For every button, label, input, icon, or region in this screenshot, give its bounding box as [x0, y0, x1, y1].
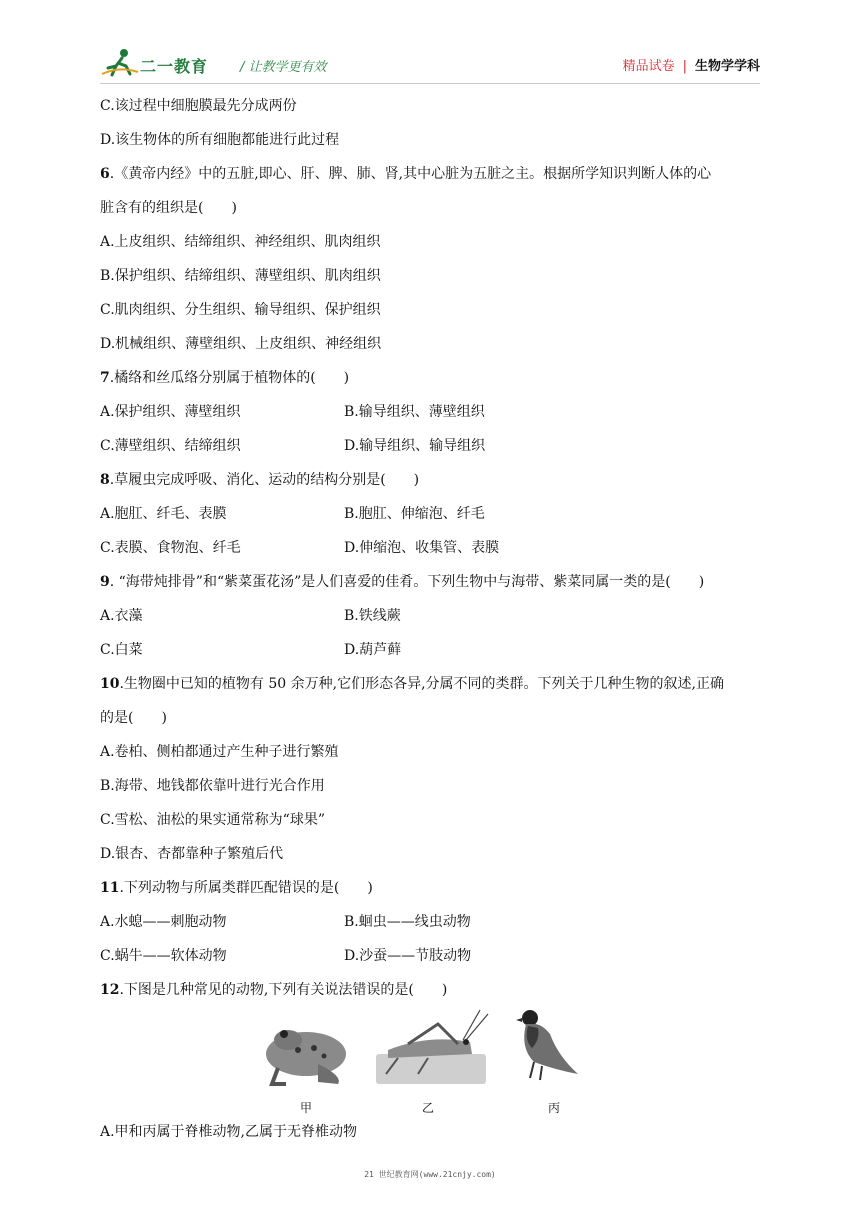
option-row	[100, 504, 485, 524]
question-text: .《黄帝内经》中的五脏,即心、肝、脾、肺、肾,其中心脏为五脏之主。根据所学知识判断人体的心	[109, 166, 712, 182]
runner-icon	[100, 48, 140, 78]
option-line: B.保护组织、结缔组织、薄壁组织、肌肉组织	[100, 268, 381, 284]
question-number: 7	[100, 370, 110, 386]
question-number: 8	[100, 472, 110, 488]
question-6	[100, 164, 711, 184]
option-row	[100, 640, 402, 660]
option-b: B.蛔虫——线虫动物	[344, 914, 471, 930]
option-a: A.保护组织、薄壁组织	[100, 404, 241, 420]
option-line: A.上皮组织、结缔组织、神经组织、肌肉组织	[100, 234, 381, 250]
option-line: C.该过程中细胞膜最先分成两份	[100, 98, 297, 114]
option-row	[100, 538, 500, 558]
question-text: .下图是几种常见的动物,下列有关说法错误的是( )	[119, 982, 448, 998]
question-text: .下列动物与所属类群匹配错误的是( )	[119, 880, 373, 896]
question-text: .草履虫完成呼吸、消化、运动的结构分别是( )	[109, 472, 420, 488]
brand-logo	[100, 48, 230, 78]
option-line: D.机械组织、薄壁组织、上皮组织、神经组织	[100, 336, 382, 352]
question-number: 11	[100, 880, 120, 896]
option-b: B.铁线蕨	[344, 608, 401, 624]
option-line: C.肌肉组织、分生组织、输导组织、保护组织	[100, 302, 381, 318]
option-d: D.沙蚕——节肢动物	[344, 948, 472, 964]
header-divider	[100, 83, 760, 84]
option-c: C.蜗牛——软体动物	[100, 948, 227, 964]
question-7	[100, 368, 349, 388]
question-number: 10	[100, 676, 120, 692]
logo-text: 二一教育	[140, 57, 209, 76]
option-row	[100, 606, 401, 626]
question-text-cont: 的是( )	[100, 710, 167, 726]
label-bing: 丙	[548, 1101, 561, 1115]
option-a: A.水螅——刺胞动物	[100, 914, 227, 930]
option-row	[100, 912, 471, 932]
option-line: C.雪松、油松的果实通常称为“球果”	[100, 812, 325, 828]
subject-tag	[623, 55, 760, 74]
question-11	[100, 878, 373, 898]
option-d: D.输导组织、输导组织	[344, 438, 486, 454]
pigeon-illustration	[516, 1010, 578, 1080]
tag-left: 精品试卷	[622, 59, 675, 74]
question-12	[100, 980, 447, 1000]
option-row	[100, 946, 472, 966]
option-line: B.海带、地钱都依靠叶进行光合作用	[100, 778, 325, 794]
question-number: 12	[100, 982, 120, 998]
option-line: D.银杏、杏都靠种子繁殖后代	[100, 846, 284, 862]
question-number: 9	[100, 574, 110, 590]
page-footer: 21 世纪教育网(www.21cnjy.com)	[364, 1170, 496, 1179]
option-row	[100, 402, 485, 422]
animals-figure	[258, 1004, 608, 1116]
slogan: / 让教学更有效	[240, 60, 327, 75]
frog-illustration	[266, 1030, 346, 1084]
label-jia: 甲	[300, 1101, 313, 1115]
tag-right: 生物学学科	[694, 59, 760, 74]
option-a: A.胞肛、纤毛、表膜	[100, 506, 227, 522]
page-header	[100, 44, 760, 84]
question-8	[100, 470, 419, 490]
tag-separator: |	[682, 59, 687, 74]
option-d: D.伸缩泡、收集管、表膜	[344, 540, 500, 556]
option-row	[100, 436, 486, 456]
question-text: .橘络和丝瓜络分别属于植物体的( )	[109, 370, 350, 386]
option-b: B.胞肛、伸缩泡、纤毛	[344, 506, 485, 522]
question-10	[100, 674, 724, 694]
question-number: 6	[100, 166, 110, 182]
question-text-cont: 脏含有的组织是( )	[100, 200, 237, 216]
option-d: D.葫芦藓	[344, 642, 402, 658]
option-c: C.白菜	[100, 642, 143, 658]
grasshopper-illustration	[376, 1010, 488, 1084]
option-line: A.卷柏、侧柏都通过产生种子进行繁殖	[100, 744, 339, 760]
option-c: C.表膜、食物泡、纤毛	[100, 540, 241, 556]
option-line: D.该生物体的所有细胞都能进行此过程	[100, 132, 340, 148]
question-9	[100, 572, 704, 592]
question-text: .生物圈中已知的植物有 50 余万种,它们形态各异,分属不同的类群。下列关于几种生物的叙述,正确	[119, 676, 724, 692]
animals-illustration	[258, 1004, 608, 1094]
question-text: . “海带炖排骨”和“紫菜蛋花汤”是人们喜爱的佳肴。下列生物中与海带、紫菜同属一类的是( )	[109, 574, 705, 590]
option-c: C.薄壁组织、结缔组织	[100, 438, 241, 454]
option-line: A.甲和丙属于脊椎动物,乙属于无脊椎动物	[100, 1124, 358, 1140]
label-yi: 乙	[422, 1101, 435, 1115]
option-b: B.输导组织、薄壁组织	[344, 404, 485, 420]
option-a: A.衣藻	[100, 608, 143, 624]
